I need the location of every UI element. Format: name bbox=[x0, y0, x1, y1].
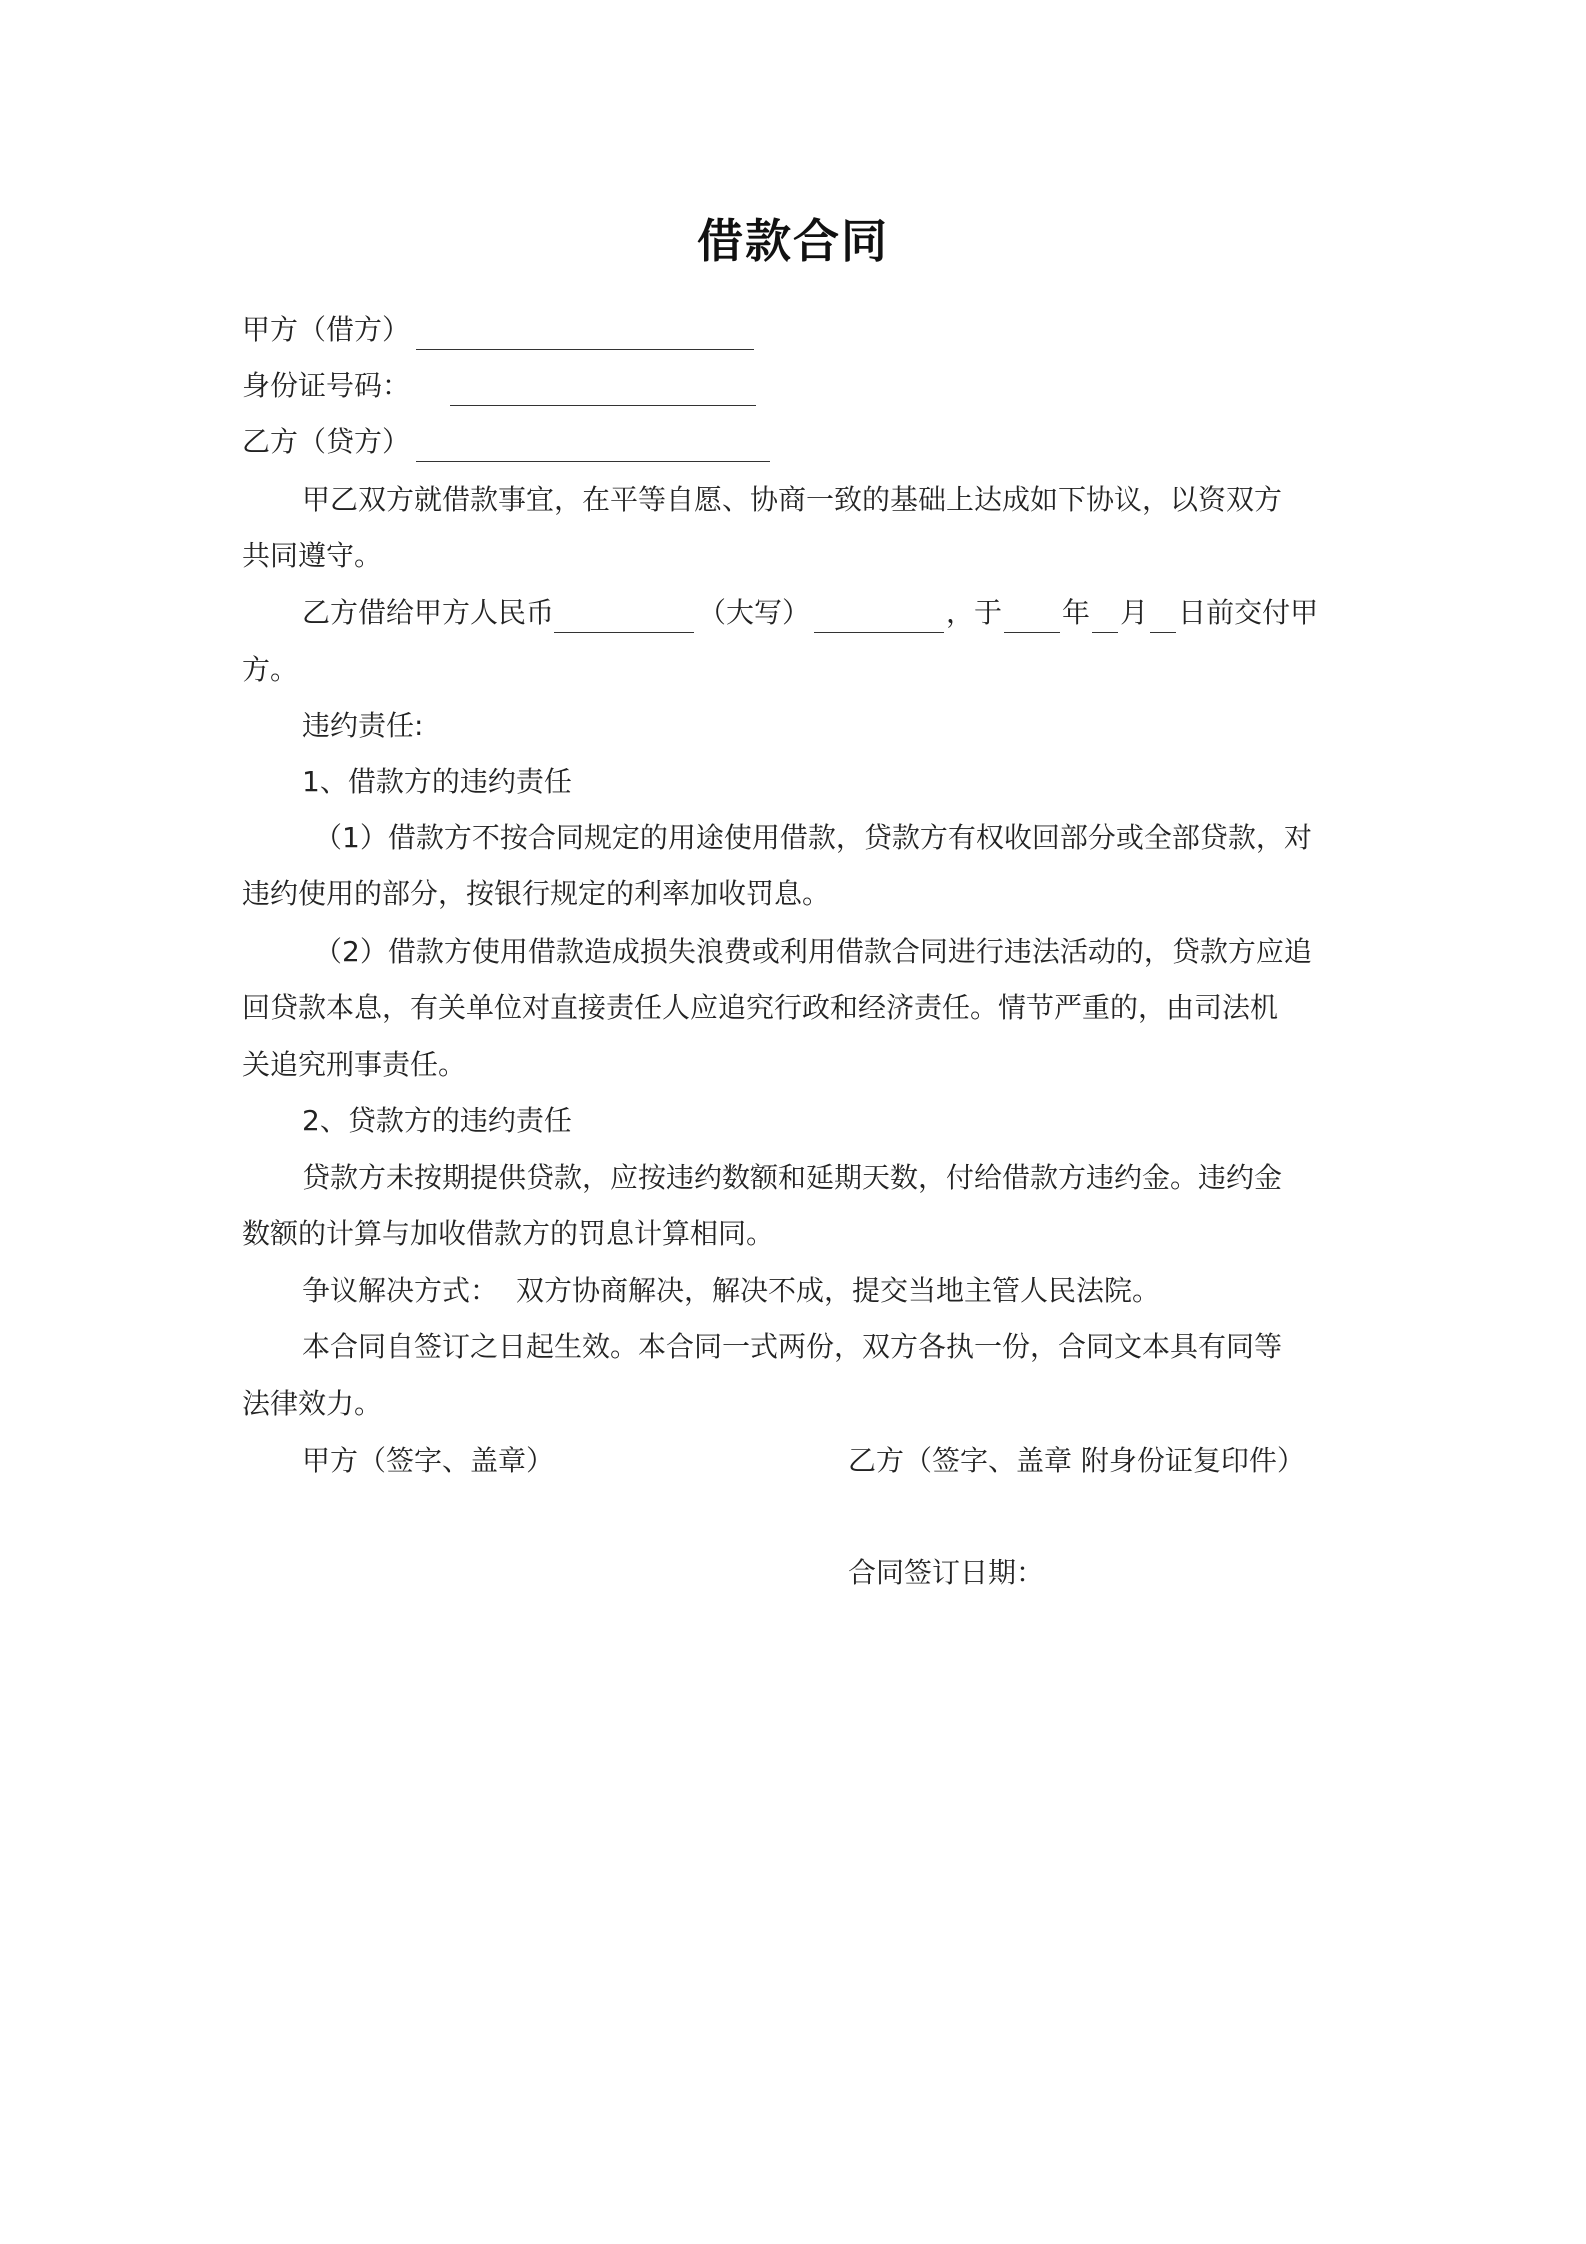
loan-day-blank[interactable] bbox=[1150, 598, 1176, 633]
item-2-line-3: 关追究刑事责任。 bbox=[242, 1048, 467, 1081]
signature-party-b: 乙方（签字、盖章 附身份证复印件） bbox=[848, 1444, 1305, 1477]
intro-line-1: 甲乙双方就借款事宜，在平等自愿、协商一致的基础上达成如下协议，以资双方 bbox=[302, 483, 1283, 516]
loan-year-blank[interactable] bbox=[1004, 598, 1060, 633]
item-2-line-2: 回贷款本息，有关单位对直接责任人应追究行政和经济责任。情节严重的，由司法机 bbox=[242, 991, 1279, 1024]
dispute-label: 争议解决方式： bbox=[302, 1274, 499, 1307]
party-b-label: 乙方（贷方） bbox=[242, 425, 411, 458]
document-title: 借款合同 bbox=[697, 214, 889, 268]
id-number-row bbox=[242, 366, 762, 406]
party-a-row bbox=[242, 310, 760, 350]
party-a-blank[interactable] bbox=[416, 315, 754, 350]
dispute-row bbox=[302, 1271, 1160, 1311]
loan-month-label: 月 bbox=[1120, 596, 1149, 629]
section-2-line-2: 数额的计算与加收借款方的罚息计算相同。 bbox=[242, 1217, 775, 1250]
loan-amount-blank[interactable] bbox=[554, 598, 694, 633]
loan-capital-label: （大写） bbox=[698, 596, 811, 629]
id-number-label: 身份证号码： bbox=[242, 369, 411, 402]
section-2-heading: 2、贷款方的违约责任 bbox=[302, 1104, 572, 1137]
signing-date-label: 合同签订日期： bbox=[848, 1556, 1045, 1589]
item-1-line-2: 违约使用的部分，按银行规定的利率加收罚息。 bbox=[242, 877, 831, 910]
item-1-line-1: （1）借款方不按合同规定的用途使用借款，贷款方有权收回部分或全部贷款，对 bbox=[314, 821, 1312, 854]
loan-clause-row bbox=[302, 593, 1318, 633]
section-1-heading: 1、借款方的违约责任 bbox=[302, 765, 572, 798]
loan-year-label: 年 bbox=[1062, 596, 1091, 629]
item-2-line-1: （2）借款方使用借款造成损失浪费或利用借款合同进行违法活动的，贷款方应追 bbox=[314, 935, 1312, 968]
intro-line-2: 共同遵守。 bbox=[242, 539, 383, 572]
party-b-blank[interactable] bbox=[416, 427, 770, 462]
loan-label: 乙方借给甲方人民币 bbox=[302, 596, 555, 629]
party-a-label: 甲方（借方） bbox=[242, 313, 411, 346]
loan-month-blank[interactable] bbox=[1092, 598, 1118, 633]
id-number-blank[interactable] bbox=[450, 371, 756, 406]
signature-party-a: 甲方（签字、盖章） bbox=[302, 1444, 555, 1477]
loan-clause-line-2: 方。 bbox=[242, 653, 299, 686]
dispute-text: 双方协商解决，解决不成，提交当地主管人民法院。 bbox=[516, 1274, 1161, 1307]
section-2-line-1: 贷款方未按期提供贷款，应按违约数额和延期天数，付给借款方违约金。违约金 bbox=[302, 1161, 1283, 1194]
loan-day-label: 日前交付甲 bbox=[1178, 596, 1319, 629]
effect-line-1: 本合同自签订之日起生效。本合同一式两份，双方各执一份，合同文本具有同等 bbox=[302, 1330, 1283, 1363]
effect-line-2: 法律效力。 bbox=[242, 1387, 383, 1420]
party-b-row bbox=[242, 422, 776, 462]
loan-date-prefix: ，于 bbox=[946, 596, 1003, 629]
breach-heading: 违约责任: bbox=[302, 709, 424, 742]
loan-capital-blank[interactable] bbox=[814, 598, 944, 633]
